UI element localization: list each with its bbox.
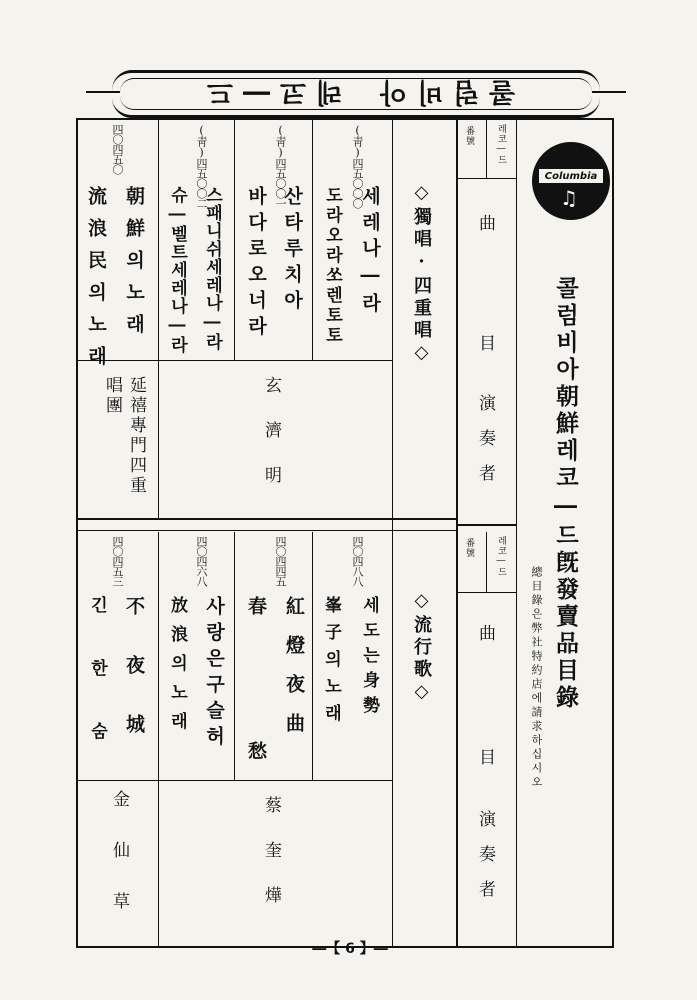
record-number: 四〇四六八 bbox=[195, 536, 208, 586]
record-number: 四〇四五〇 bbox=[111, 124, 124, 174]
record-number: (靑)四五〇〇二 bbox=[195, 124, 208, 208]
section-popular-song: ◇流行歌◇ bbox=[411, 590, 432, 706]
col-divider bbox=[158, 118, 159, 518]
performer-name: 金仙草 bbox=[109, 790, 129, 943]
record-number: 四〇四五三 bbox=[111, 536, 124, 586]
header-record: 레코―드 bbox=[496, 536, 506, 577]
record-number: (靑)四五〇〇〇 bbox=[351, 124, 364, 208]
performer-name: 玄濟明 bbox=[261, 376, 281, 511]
song-title: 산타루치아 bbox=[281, 186, 303, 316]
header-song: 曲 bbox=[475, 624, 495, 641]
banner-segment: 레 bbox=[306, 75, 343, 107]
song-title: 流浪民의노래 bbox=[85, 186, 107, 378]
header-song-2: 目 bbox=[475, 334, 495, 351]
col-divider bbox=[234, 532, 235, 780]
header-number: 番號 bbox=[464, 538, 474, 558]
banner-segment: ― bbox=[233, 78, 271, 110]
song-title: 放浪의노래 bbox=[167, 596, 187, 741]
section-solo-quartet: ◇獨唱·四重唱◇ bbox=[411, 182, 432, 367]
performer-name: 蔡奎燁 bbox=[261, 796, 281, 931]
header-song-2: 目 bbox=[475, 748, 495, 765]
header-performer: 演奏者 bbox=[475, 810, 495, 915]
banner-text bbox=[120, 75, 592, 110]
record-number: (靑)四五〇〇一 bbox=[274, 124, 287, 208]
logo-brand: Columbia bbox=[538, 168, 604, 184]
song-title: 不夜城 bbox=[123, 596, 145, 773]
row-divider-bottom bbox=[78, 518, 456, 520]
col-divider bbox=[312, 532, 313, 780]
song-title: 사랑은구슬허 bbox=[203, 596, 225, 752]
banner-segment: 드 bbox=[197, 75, 234, 107]
song-title: 세레나―라 bbox=[359, 186, 381, 319]
song-title: 朝鮮의노래 bbox=[123, 186, 145, 346]
row-divider-performer bbox=[78, 780, 392, 781]
header-record: 레코―드 bbox=[496, 124, 506, 165]
banner-segment: 코 bbox=[270, 75, 307, 107]
row-divider-performer bbox=[78, 360, 392, 361]
banner-segment: 비 bbox=[406, 75, 443, 107]
catalog-table bbox=[76, 118, 614, 948]
banner-tip-right bbox=[592, 91, 626, 93]
divider-title-column bbox=[516, 118, 517, 948]
banner-tip-left bbox=[86, 91, 120, 93]
columbia-logo bbox=[532, 142, 610, 220]
col-divider bbox=[486, 532, 487, 592]
record-number: 四〇四八八 bbox=[351, 536, 364, 586]
song-title: 紅燈夜曲 bbox=[283, 596, 305, 752]
song-title: 도라오라쏘렌토토 bbox=[322, 186, 342, 346]
col-divider bbox=[312, 118, 313, 360]
record-number: 四〇四四五 bbox=[274, 536, 287, 586]
catalog-title: 콜럼비아朝鮮레코―드旣發賣品目錄 bbox=[552, 276, 579, 712]
row-divider-bottom bbox=[456, 524, 516, 526]
row-divider-header bbox=[456, 178, 516, 179]
performer-name: 延禧專門四重唱團 bbox=[102, 376, 146, 496]
divider-section-column bbox=[392, 118, 393, 948]
banner-segment: 럼 bbox=[442, 75, 479, 107]
banner-segment: 콜 bbox=[478, 75, 515, 107]
song-title: 스패니쉬세레나―라 bbox=[202, 186, 222, 351]
divider-header-column bbox=[456, 118, 458, 948]
col-divider bbox=[234, 118, 235, 360]
song-title: 峯子의노래 bbox=[321, 596, 341, 731]
catalog-subtitle: 總目錄은弊社特約店에請求하십시오 bbox=[530, 566, 543, 790]
col-divider bbox=[486, 118, 487, 178]
music-note-icon: ♫ bbox=[560, 186, 578, 210]
song-title: 바다로오너라 bbox=[245, 186, 267, 342]
song-title: 긴한숨 bbox=[87, 596, 107, 785]
col-divider bbox=[158, 532, 159, 948]
header-number: 番號 bbox=[464, 126, 474, 146]
song-title: 세도는身勢 bbox=[359, 596, 379, 721]
header-performer: 演奏者 bbox=[475, 394, 495, 499]
header-banner bbox=[112, 70, 600, 118]
banner-segment: 아 bbox=[370, 75, 407, 107]
header-song: 曲 bbox=[475, 214, 495, 231]
song-title: 슈―벨트세레나―라 bbox=[167, 186, 187, 354]
song-title: 春愁 bbox=[245, 596, 267, 886]
row-divider-bottom bbox=[78, 530, 456, 531]
row-divider-header bbox=[456, 592, 516, 593]
page-number: ―【 6 】― bbox=[312, 941, 388, 957]
